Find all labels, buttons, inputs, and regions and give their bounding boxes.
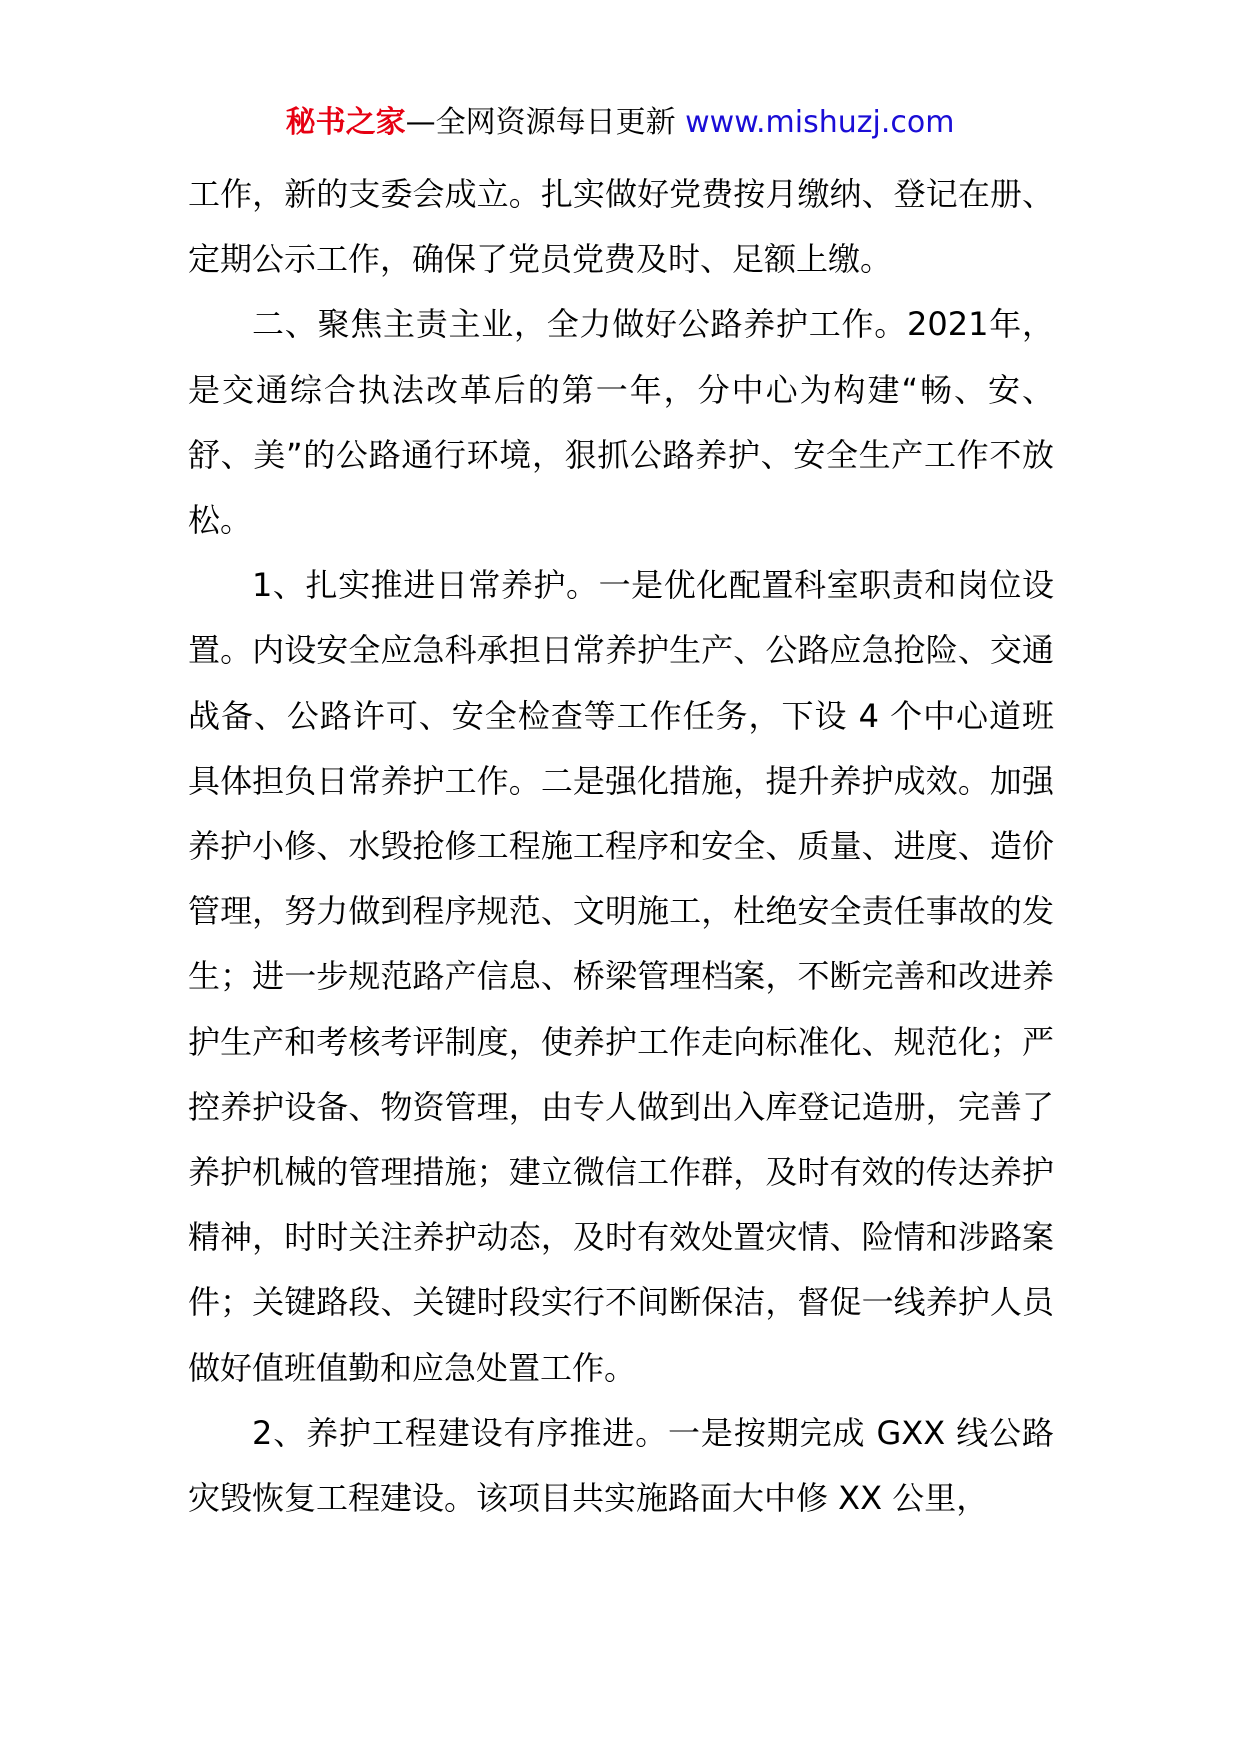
site-slogan: —全网资源每日更新 — [405, 105, 676, 140]
paragraph-section-two: 二、聚焦主责主业，全力做好公路养护工作。2021年，是交通综合执法改革后的第一年，分中心为构建“畅、安、舒、美”的公路通行环境，狠抓公路养护、安全生产工作不放松。 — [188, 305, 1054, 540]
paragraph-item-one: 1、扎实推进日常养护。一是优化配置科室职责和岗位设置。内设安全应急科承担日常养护生产、公路应急抢险、交通战备、公路许可、安全检查等工作任务，下设 4 个中心道班具体担负日常养护工作。二是强化措施，提升养护成效。加强养护小修、水毁抢修工程施工程序和安全、质量、进度、造价管理，努力做到程序规范、文明施工，杜绝安全责任事故的发生；进一步规范路产信息、桥梁管理档案，不断完善和改进养护生产和考核考评制度，使养护工作走向标准化、规范化；严控养护设备、物资管理，由专人做到出入库登记造册，完善了养护机械的管理措施；建立微信工作群，及时有效的传达养护精神，时时关注养护动态，及时有效处置灾情、险情和涉路案件；关键路段、关键时段实行不间断保洁，督促一线养护人员做好值班值勤和应急处置工作。 — [188, 566, 1054, 1387]
document-body — [188, 162, 1054, 1531]
site-header — [0, 100, 1240, 146]
site-brand: 秘书之家 — [285, 105, 406, 140]
paragraph-continued: 工作，新的支委会成立。扎实做好党费按月缴纳、登记在册、定期公示工作，确保了党员党费及时、足额上缴。 — [188, 175, 1054, 279]
site-url-link[interactable]: www.mishuzj.com — [685, 105, 955, 140]
paragraph-item-two: 2、养护工程建设有序推进。一是按期完成 GXX 线公路灾毁恢复工程建设。该项目共实施路面大中修 XX 公里， — [188, 1413, 1054, 1518]
